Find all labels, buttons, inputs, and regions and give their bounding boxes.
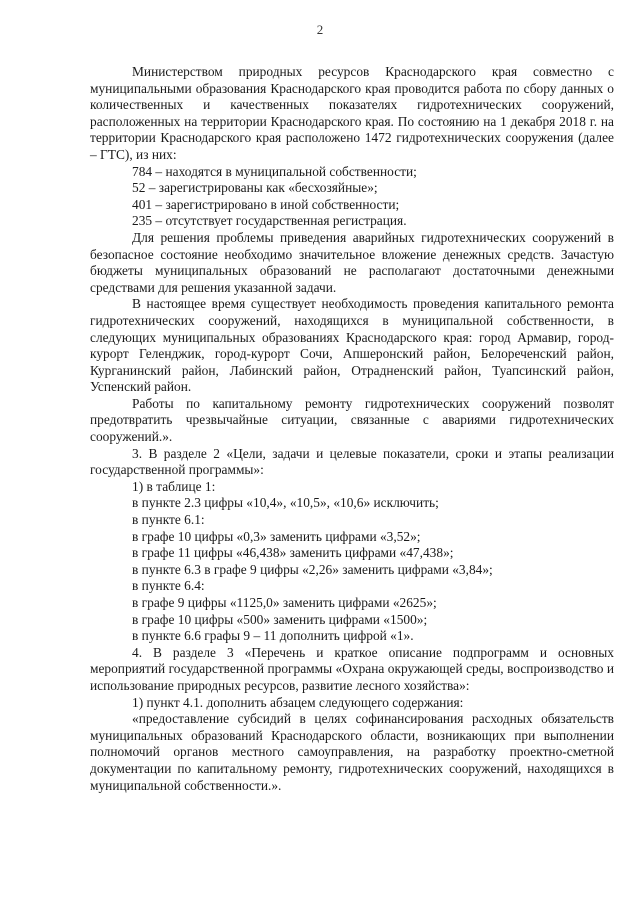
amendment-item-6-6: в пункте 6.6 графы 9 – 11 дополнить цифрой «1». [132,628,414,644]
paragraph-section-2: 3. В разделе 2 «Цели, задачи и целевые показатели, сроки и этапы реализации государственной программы»: [90,445,614,478]
amendment-item-2-3: в пункте 2.3 цифры «10,4», «10,5», «10,6» исключить; [132,495,439,511]
paragraph-prevent: Работы по капитальному ремонту гидротехнических сооружений позволят предотвратить чрезвычайные ситуации, связанные с авариями гидротехнических сооружений.». [90,395,614,445]
list-item-municipal: 784 – находятся в муниципальной собственности; [132,163,417,179]
paragraph-repair-need: В настоящее время существует необходимость проведения капитального ремонта гидротехнических сооружений, находящихся в муниципальной собственности, в следующих муниципальных образованиях Краснодарского края: город Армавир, город-курорт Геленджик, город-курорт Сочи, Апшеронский район, Белореченский район, Курганинский район, Лабинский район, Отрадненский район, Туапсинский район, Успенский район. [90,296,614,395]
paragraph-quote: «предоставление субсидий в целях софинансирования расходных обязательств муниципальных образований Краснодарского области, возникающих при выполнении полномочий органов местного самоуправления, на разработку проектно-сметной документации по капитальному ремонту, гидротехнических сооружений, находящихся в муниципальной собственности.». [90,711,614,793]
paragraph-intro: Министерством природных ресурсов Краснодарского края совместно с муниципальными образования Краснодарского края проводится работа по сбору данных о количественных и качественных показателях гидротехнических сооружений, расположенных на территории Краснодарского края. По состоянию на 1 декабря 2018 г. на территории Краснодарского края расположено 1472 гидротехнических сооружения (далее – ГТС), из них: [90,64,614,162]
amendment-col-9: в графе 9 цифры «1125,0» заменить цифрами «2625»; [132,595,437,610]
list-item-no-registration: 235 – отсутствует государственная регистрация. [132,213,407,229]
paragraph-section-3: 4. В разделе 3 «Перечень и краткое описание подпрограмм и основных мероприятий государственной программы «Охрана окружающей среды, воспроизводство и использование природных ресурсов, развитие лесного хозяйства»: [90,644,614,693]
amendment-item-6-4: в пункте 6.4: [132,578,205,594]
page-number: 2 [316,22,324,37]
amendment-item-6-1: в пункте 6.1: [132,512,205,528]
list-item-ownerless: 52 – зарегистрированы как «бесхозяйные»; [132,180,378,196]
amendment-table-1: 1) в таблице 1: [132,478,216,494]
amendment-col-10: в графе 10 цифры «0,3» заменить цифрами «3,52»; [132,528,421,544]
amendment-item-6-3: в пункте 6.3 в графе 9 цифры «2,26» заменить цифрами «3,84»; [132,561,493,577]
amendment-item-4-1: 1) пункт 4.1. дополнить абзацем следующего содержания: [132,694,464,710]
amendment-col-11: в графе 11 цифры «46,438» заменить цифрами «47,438»; [132,545,454,561]
amendment-col-10b: в графе 10 цифры «500» заменить цифрами «1500»; [132,611,428,627]
document-body [90,64,614,794]
list-item-other-ownership: 401 – зарегистрировано в иной собственности; [132,196,400,212]
paragraph-problem: Для решения проблемы приведения аварийных гидротехнических сооружений в безопасное состояние необходимо значительное вложение денежных средств. Зачастую бюджеты муниципальных образований не располагают достаточными денежными средствами для решения указанной задачи. [90,229,614,295]
